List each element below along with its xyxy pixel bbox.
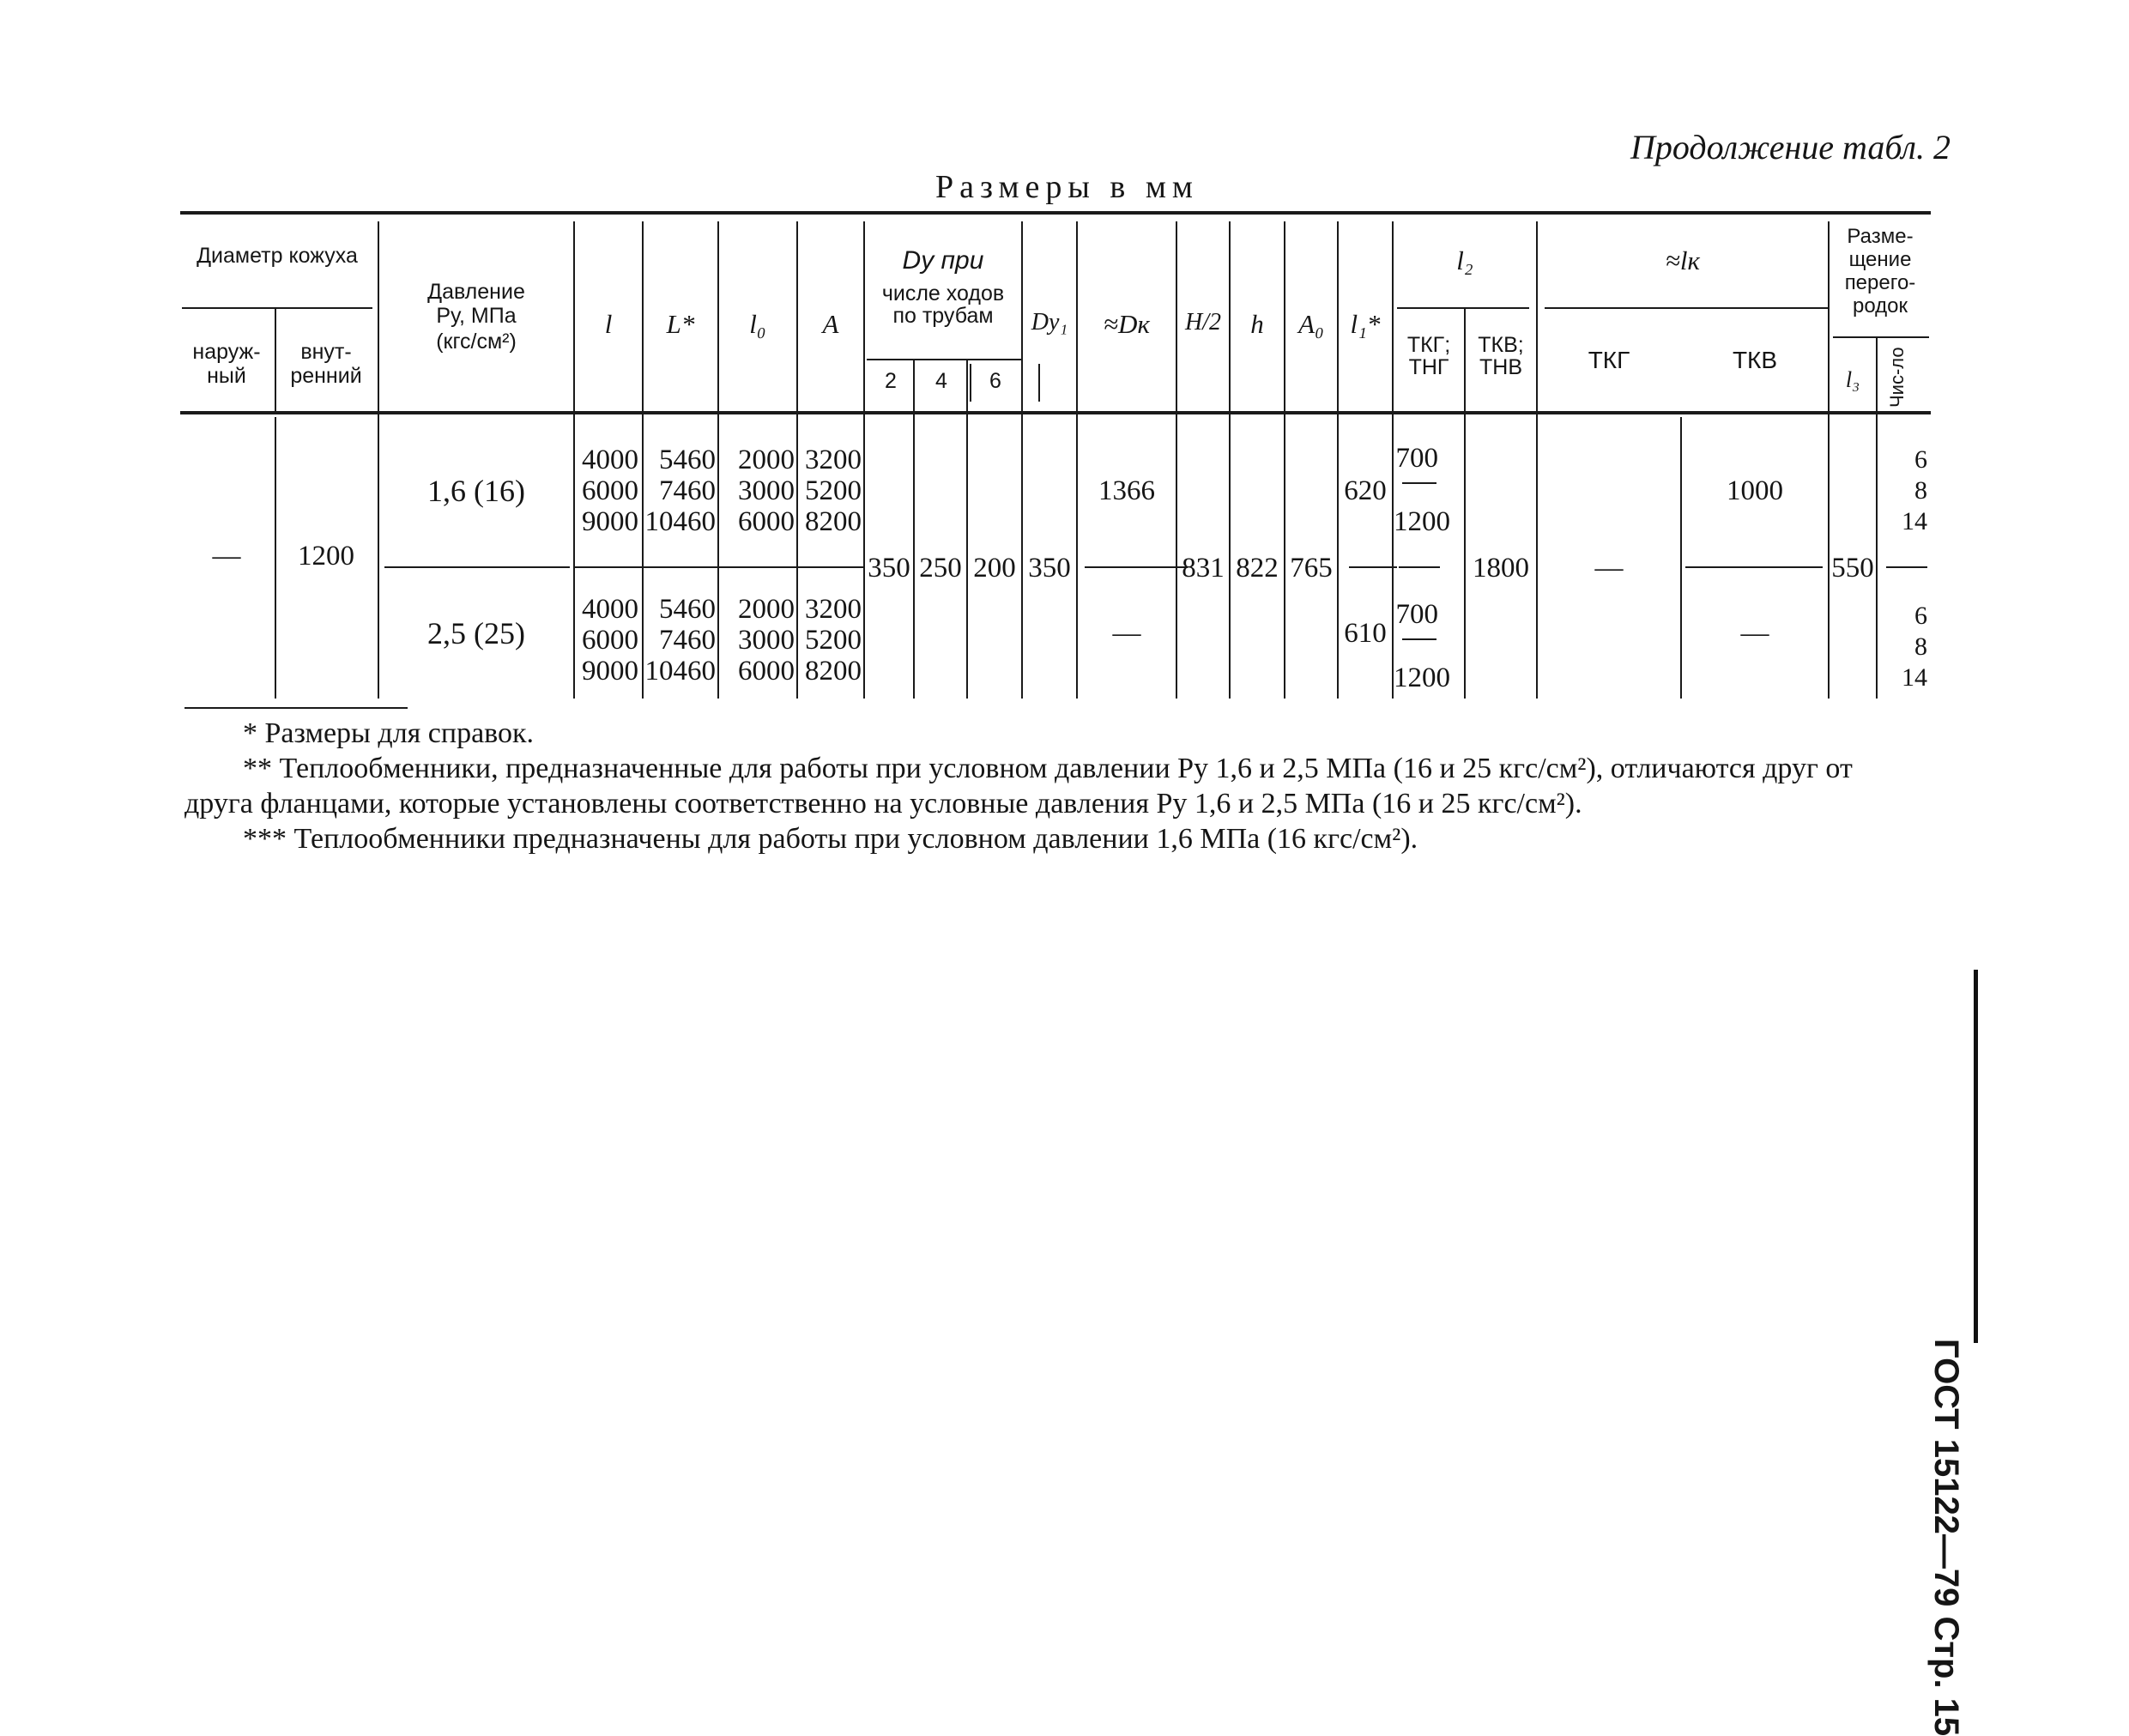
dy1-value: 350 [1028,553,1071,584]
side-rule [1974,970,1978,1343]
header-l: l [604,309,613,339]
body-separator [1399,566,1440,568]
header-inner: внут-ренний [290,340,362,388]
l1-value-25: 610 [1344,618,1387,649]
h2-value: 831 [1182,553,1225,584]
l0-value: 6000 [738,656,795,687]
col-line [1038,364,1040,402]
footnote-2: ** Теплообменники, предназначенные для работы при условном давлении Pу 1,6 и 2,5 МПа (16 и 25 кгс/см²), отличаются друг от друга фланцами, которые установлены соответственно на условные давления Pу 1,6 и 2,5 МПа (16 и 25 кгс/см²). [184,753,1853,820]
passes-subheader-rule [867,359,1021,360]
col-line [1536,221,1538,699]
col-line [1680,417,1682,699]
l2-tkv-value: 1800 [1473,553,1529,584]
A-value: 5200 [805,475,862,506]
col-line [1284,221,1285,699]
header-l2-tkg-2: ТНГ [1408,355,1449,379]
col-line [1176,221,1177,699]
col-line [913,359,915,699]
lk-tkv-value-16: 1000 [1727,475,1783,506]
dimensions-table [180,211,1931,700]
l0-value: 2000 [738,445,795,475]
header-l2: l₂ [1456,245,1473,275]
lk-subheader-rule [1545,307,1828,309]
count-value: 6 [1914,445,1927,474]
A-value: 5200 [805,625,862,656]
body-separator [1685,566,1823,568]
body-separator [384,566,570,568]
h-value: 822 [1236,553,1279,584]
header-L: L* [666,309,695,339]
footnote-3: *** Теплообменники предназначены для работы при условном давлении 1,6 МПа (16 кгс/см²). [243,823,1418,855]
footnotes [184,716,1926,856]
dy-4-value: 250 [919,553,962,584]
header-diameter: Диаметр кожуха [197,244,358,268]
partitions-subheader-rule [1833,336,1929,338]
header-outer: наруж-ный [192,340,261,388]
count-value: 14 [1902,507,1927,535]
header-lk-tkg: ТКГ [1588,347,1630,373]
header-pressure-2: Pу, МПа [436,304,517,328]
header-l2-tkg-1: ТКГ; [1406,333,1451,357]
l2-tkg-value: 1200 [1394,506,1450,537]
dk-value-25: — [1112,618,1141,649]
L-value: 10460 [644,656,716,687]
header-dy1: Dу₁ [1031,309,1068,336]
A-value: 8200 [805,656,862,687]
units-caption: Размеры в мм [935,169,1199,205]
header-count: Чис-ло [1886,347,1908,408]
header-pass-6: 6 [989,369,1001,393]
header-l2-tkv-1: ТКВ; [1478,333,1524,357]
count-value: 8 [1914,476,1927,505]
header-h: h [1250,309,1264,339]
diameter-subheader-rule [182,307,372,309]
col-line [1876,336,1878,699]
l2-tkg-value: 700 [1395,599,1438,630]
col-line [966,359,968,699]
header-lk: ≈lк [1665,245,1701,275]
a0-value: 765 [1290,553,1333,584]
l0-value: 3000 [738,625,795,656]
l0-value: 3000 [738,475,795,506]
L-value: 7460 [659,625,716,656]
l2-subheader-rule [1397,307,1529,309]
header-A: A [822,309,839,339]
L-value: 5460 [659,445,716,475]
l0-value: 2000 [738,594,795,625]
body-separator [1085,566,1188,568]
count-value: 8 [1914,632,1927,661]
footnote-1: * Размеры для справок. [243,717,535,749]
header-partitions: Разме-щение перего-родок [1844,225,1916,318]
fraction-bar [1402,638,1436,640]
footnote-rule [184,707,408,709]
header-pressure-1: Давление [427,280,525,304]
header-l0: l₀ [749,309,766,339]
header-a0: A₀ [1298,309,1324,339]
lk-tkg-value: — [1594,553,1624,584]
l2-tkg-value: 700 [1395,443,1438,474]
l2-tkg-value: 1200 [1394,662,1450,693]
L-value: 7460 [659,475,716,506]
header-dy-3: по трубам [892,304,994,328]
header-pressure-3: (кгс/см²) [436,330,517,354]
header-l1: l₁* [1350,309,1381,339]
header-dy-2: числе ходов [881,281,1005,305]
A-value: 8200 [805,506,862,537]
body-separator [1886,566,1927,568]
fraction-bar [1402,482,1436,484]
col-line [1229,221,1231,699]
l-value: 9000 [582,656,638,687]
count-value: 14 [1902,663,1927,692]
header-h2: H/2 [1185,309,1221,336]
dk-value-16: 1366 [1098,475,1155,506]
header-bottom-rule [180,411,1931,414]
body-separator [1349,566,1397,568]
pressure-16: 1,6 (16) [427,474,525,508]
A-value: 3200 [805,594,862,625]
l1-value-16: 620 [1344,475,1387,506]
l-value: 4000 [582,445,638,475]
l-value: 4000 [582,594,638,625]
pressure-25: 2,5 (25) [427,616,525,650]
outer-diameter-value: — [212,541,241,572]
header-pass-2: 2 [885,369,897,393]
header-dy: Dу при [902,246,984,275]
A-value: 3200 [805,445,862,475]
l3-value: 550 [1831,553,1874,584]
table-top-rule [180,211,1931,215]
l-value: 6000 [582,475,638,506]
col-line [1021,221,1023,699]
header-dk: ≈Dк [1104,309,1150,339]
header-pass-4: 4 [935,369,947,393]
dy-2-value: 350 [868,553,910,584]
lk-tkv-value-25: — [1740,618,1769,649]
body-separator [575,566,863,568]
table-continuation-caption: Продолжение табл. 2 [1630,128,1951,166]
header-lk-tkv: ТКВ [1732,347,1778,373]
dy-6-value: 200 [973,553,1016,584]
L-value: 10460 [644,506,716,537]
L-value: 5460 [659,594,716,625]
header-l2-tkv-2: ТНВ [1479,355,1522,379]
l-value: 6000 [582,625,638,656]
count-value: 6 [1914,602,1927,630]
l-value: 9000 [582,506,638,537]
l0-value: 6000 [738,506,795,537]
inner-diameter-value: 1200 [298,541,354,572]
header-l3: l₃ [1845,367,1860,392]
standard-page-label: ГОСТ 15122—79 Стр. 15 [1927,1339,1965,1736]
